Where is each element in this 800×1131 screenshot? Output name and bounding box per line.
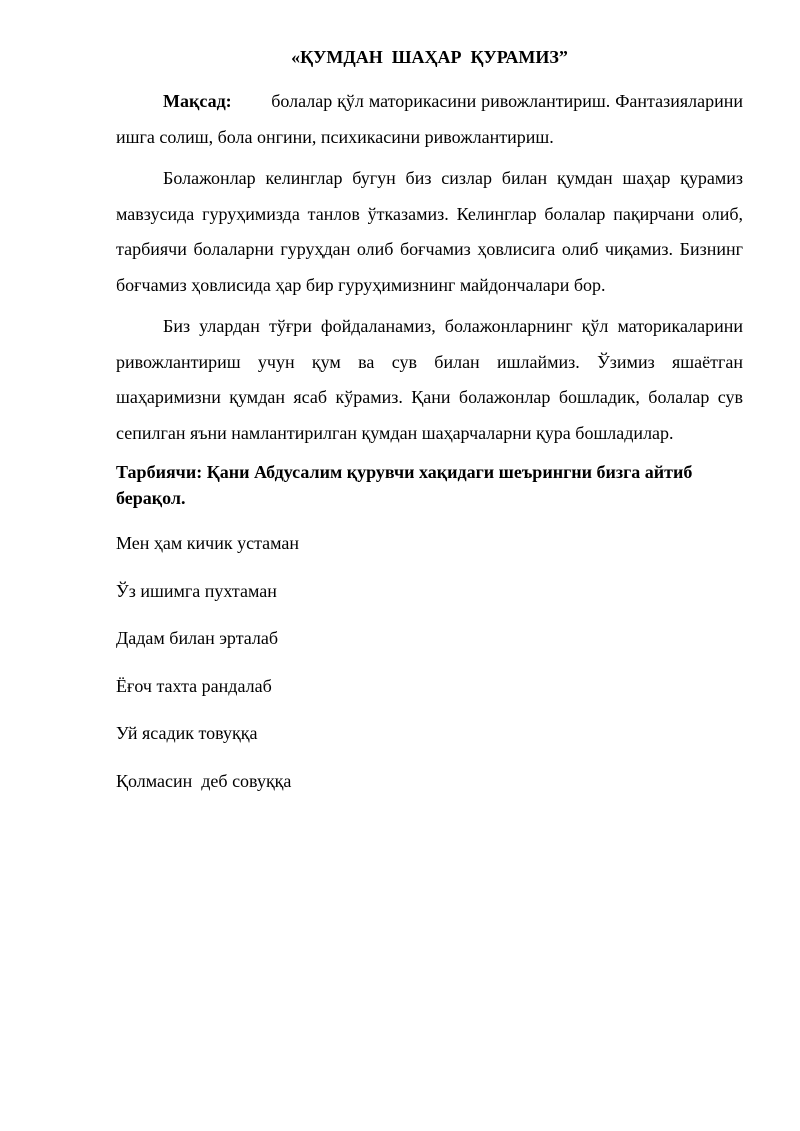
- poem-line: Уй ясадик товуққа: [116, 723, 258, 743]
- body-paragraph-2: Биз улардан тўғри фойдаланамиз, болажонларнинг қўл маторикаларини ривожлантириш учун қум ва сув билан ишлаймиз. Ўзимиз яшаётган шаҳаримизни қумдан ясаб кўрамиз. Қани болажонлар бошладик, болалар сув сепилган яъни намлантирилган қумдан шаҳарчаларни қура бошладилар.: [116, 316, 743, 443]
- document-title: «ҚУМДАН ШАҲАР ҚУРАМИЗ”: [291, 47, 568, 67]
- goal-paragraph: [116, 84, 743, 155]
- teacher-line: Тарбиячи: Қани Абдусалим қурувчи хақидаги шеърингни бизга айтиб берақол.: [116, 462, 693, 508]
- poem-line: Дадам билан эрталаб: [116, 628, 279, 648]
- poem-line: Қолмасин деб совуққа: [116, 770, 292, 791]
- poem-line: Ўз ишимга пухтаман: [116, 580, 277, 601]
- goal-label: Мақсад:: [163, 91, 232, 111]
- body-paragraph-1: Болажонлар келинглар бугун биз сизлар билан қумдан шаҳар қурамиз мавзусида гуруҳимизда танлов ўтказамиз. Келинглар болалар пақирчани олиб, тарбиячи болаларни гуруҳдан олиб боғчамиз ҳовлисига олиб чиқамиз. Бизнинг боғчамиз ҳовлисида ҳар бир гуруҳимизнинг майдончалари бор.: [116, 168, 743, 295]
- poem: [116, 531, 743, 793]
- document-page: [116, 44, 743, 816]
- poem-line: Ёғоч тахта рандалаб: [116, 675, 272, 696]
- goal-text: болалар қўл маторикасини ривожлантириш. Фантазияларини ишга солиш, бола онгини, психикасини ривожлантириш.: [116, 91, 743, 147]
- poem-line: Мен ҳам кичик устаман: [116, 533, 300, 553]
